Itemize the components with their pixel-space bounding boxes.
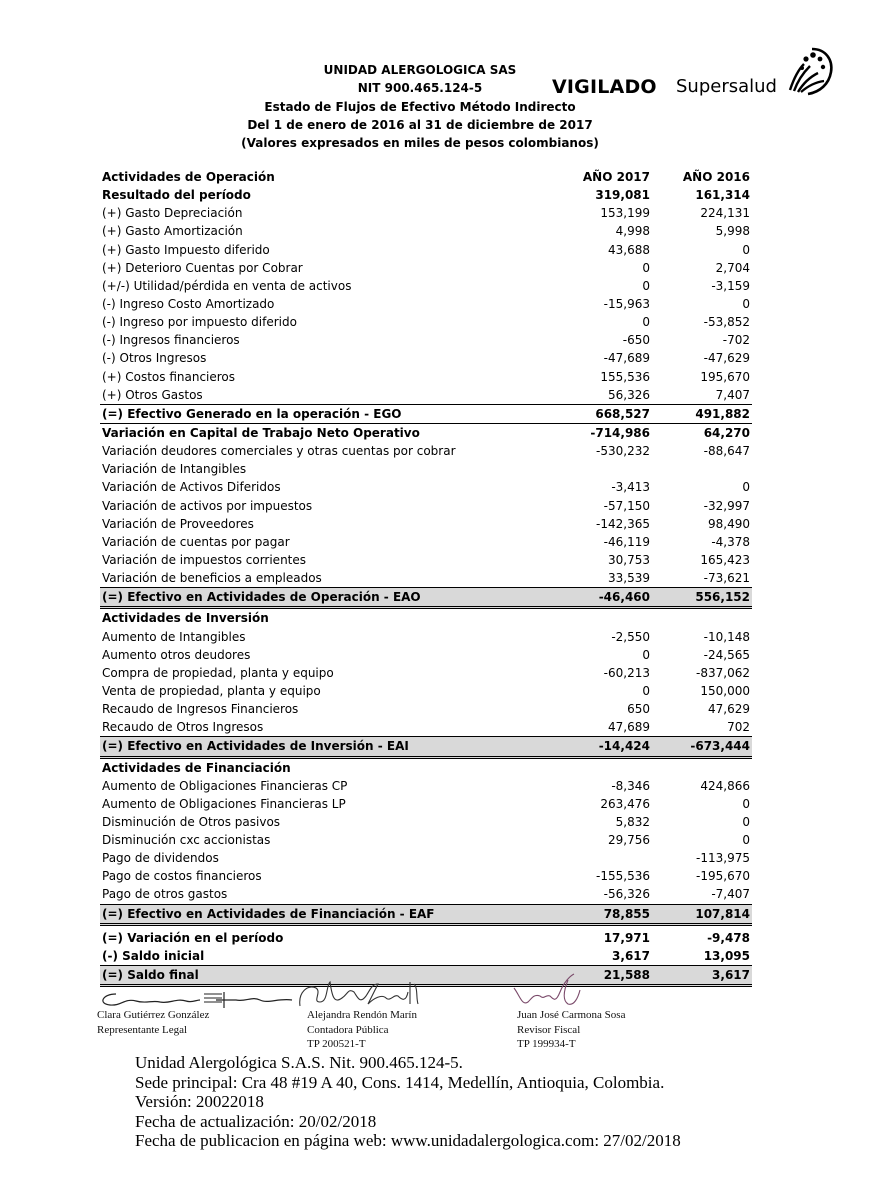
table-row: Variación de impuestos corrientes 30,753 165,423 (102, 552, 750, 567)
table-row: Disminución cxc accionistas 29,756 0 (102, 833, 750, 848)
table-row: Variación de activos por impuestos -57,150 -32,997 (102, 498, 750, 513)
table-row: (+) Deterioro Cuentas por Cobrar 0 2,704 (102, 260, 750, 275)
table-row: Aumento otros deudores 0 -24,565 (102, 647, 750, 662)
table-row: Venta de propiedad, planta y equipo 0 150,000 (102, 683, 750, 698)
table-row: (+) Gasto Amortización 4,998 5,998 (102, 224, 750, 239)
table-row: Variación de beneficios a empleados 33,539 -73,621 (102, 571, 750, 586)
signatory-license: TP 199934-T (517, 1038, 576, 1050)
table-header-row (100, 168, 752, 186)
footer-company-line: Unidad Alergológica S.A.S. Nit. 900.465.124-5. (135, 1053, 463, 1072)
table-row: Pago de costos financieros -155,536 -195,670 (102, 869, 750, 884)
signatory-name: Clara Gutiérrez González (97, 1009, 210, 1021)
table-row: Recaudo de Ingresos Financieros 650 47,629 (102, 702, 750, 717)
table-row: (-) Ingreso por impuesto diferido 0 -53,852 (102, 315, 750, 330)
signatory-name: Alejandra Rendón Marín (307, 1009, 417, 1021)
cash-flow-table (100, 168, 752, 987)
signature-block-revisor (517, 1008, 625, 1052)
footer-published-line: Fecha de publicacion en página web: www.unidadalergologica.com: 27/02/2018 (135, 1131, 681, 1150)
table-row: Resultado del período 319,081 161,314 (102, 188, 750, 203)
column-header-2016: AÑO 2016 (682, 170, 750, 184)
table-row: Variación de Proveedores -142,365 98,490 (102, 516, 750, 531)
signature-contadora-icon (298, 978, 428, 1012)
column-header-2017: AÑO 2017 (582, 170, 650, 184)
signature-block-representante (97, 1008, 209, 1037)
supersalud-logo-icon (782, 46, 834, 96)
table-row: Aumento de Obligaciones Financieras LP 263,476 0 (102, 796, 750, 811)
company-nit: NIT 900.465.124-5 (357, 81, 483, 95)
summary-row-variacion: (=) Variación en el período 17,971 -9,478 (102, 930, 750, 945)
footer-updated-line: Fecha de actualización: 20/02/2018 (135, 1111, 377, 1131)
total-row-eao: (=) Efectivo en Actividades de Operación - EAO -46,460 556,152 (100, 587, 752, 609)
subtotal-row-capital-trabajo: Variación en Capital de Trabajo Neto Operativo -714,986 64,270 (100, 423, 752, 442)
table-row: (-) Otros Ingresos -47,689 -47,629 (102, 351, 750, 366)
summary-row-saldo-inicial: (-) Saldo inicial 3,617 13,095 (102, 948, 750, 963)
signatory-license: TP 200521-T (307, 1038, 366, 1050)
table-row: (+/-) Utilidad/pérdida en venta de activos 0 -3,159 (102, 278, 750, 293)
table-row: Aumento de Obligaciones Financieras CP -8,346 424,866 (102, 778, 750, 793)
total-row-saldo-final: (=) Saldo final 21,588 3,617 (100, 965, 752, 987)
table-row: (-) Ingresos financieros -650 -702 (102, 333, 750, 348)
table-row: Aumento de Intangibles -2,550 -10,148 (102, 629, 750, 644)
table-row: (-) Ingreso Costo Amortizado -15,963 0 (102, 296, 750, 311)
table-row: Pago de dividendos -113,975 (102, 851, 750, 866)
table-row: Recaudo de Otros Ingresos 47,689 702 (102, 720, 750, 735)
table-row: (+) Gasto Depreciación 153,199 224,131 (102, 206, 750, 221)
signatory-role: Representante Legal (97, 1023, 188, 1036)
vigilado-badge: VIGILADO (552, 76, 657, 98)
section-financiacion-heading: Actividades de Financiación (102, 760, 291, 775)
table-row: Variación deudores comerciales y otras cuentas por cobrar -530,232 -88,647 (102, 444, 750, 459)
signatory-role: Contadora Pública (307, 1023, 389, 1036)
signature-revisor-icon (512, 972, 592, 1012)
table-row: Pago de otros gastos -56,326 -7,407 (102, 887, 750, 902)
total-row-eai: (=) Efectivo en Actividades de Inversión - EAI -14,424 -673,444 (100, 736, 752, 758)
section-operacion-heading: Actividades de Operación (102, 170, 275, 184)
table-row: Disminución de Otros pasivos 5,832 0 (102, 814, 750, 829)
subtotal-row-ego: (=) Efectivo Generado en la operación - EGO 668,527 491,882 (100, 404, 752, 423)
report-title: Estado de Flujos de Efectivo Método Indirecto (264, 100, 576, 114)
signature-representante-icon (96, 988, 296, 1010)
section-inversion-heading: Actividades de Inversión (102, 611, 269, 626)
table-row: (+) Otros Gastos 56,326 7,407 (102, 387, 750, 402)
table-row: Variación de Activos Diferidos -3,413 0 (102, 480, 750, 495)
footer-version-line: Versión: 20022018 (135, 1092, 264, 1111)
table-row: Compra de propiedad, planta y equipo -60,213 -837,062 (102, 665, 750, 680)
footer-address-line: Sede principal: Cra 48 #19 A 40, Cons. 1414, Medellín, Antioquia, Colombia. (135, 1072, 665, 1092)
company-name: UNIDAD ALERGOLOGICA SAS (323, 63, 517, 77)
supersalud-label: Supersalud (676, 76, 777, 97)
table-row: Variación de Intangibles (102, 462, 247, 477)
document-footer (135, 1053, 681, 1151)
signatory-name: Juan José Carmona Sosa (517, 1009, 626, 1021)
signatory-role: Revisor Fiscal (517, 1023, 581, 1036)
table-row: (+) Costos financieros 155,536 195,670 (102, 369, 750, 384)
total-row-eaf: (=) Efectivo en Actividades de Financiación - EAF 78,855 107,814 (100, 904, 752, 926)
table-row: (+) Gasto Impuesto diferido 43,688 0 (102, 242, 750, 257)
signature-block-contadora (307, 1008, 417, 1052)
table-row: Variación de cuentas por pagar -46,119 -4,378 (102, 534, 750, 549)
report-units: (Valores expresados en miles de pesos colombianos) (241, 136, 599, 150)
report-period: Del 1 de enero de 2016 al 31 de diciembre de 2017 (247, 118, 593, 132)
